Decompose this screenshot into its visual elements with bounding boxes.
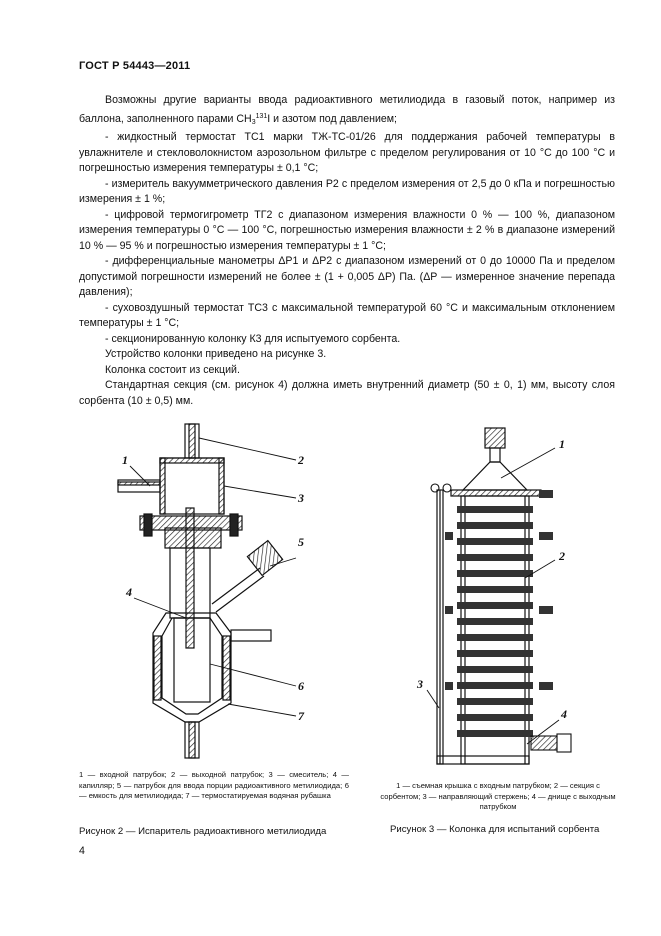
figure3-legend: 1 — съемная крышка с входным патрубком; 2 — секция с сорбентом; 3 — направляющий стержень; 4 — днище с выходным патрубком [380,781,616,811]
paragraph: - суховоздушный термостат ТС3 с максимальной температурой 60 °С и максимальным отклонением температуры ± 1 °С; [79,301,615,329]
figure2-legend: 1 — входной патрубок; 2 — выходной патрубок; 3 — смеситель; 4 — капилляр; 5 — патрубок для ввода порции радиоактивного метилиодида; 6 — емкость для метилиодида; 7 — термостатируемая водяная рубашка [79,770,349,800]
figure3-label: 3 [417,677,423,691]
paragraph: Устройство колонки приведено на рисунке 3. [105,348,327,360]
paragraph: - секционированную колонку К3 для испытуемого сорбента. [105,332,401,345]
figure2-label: 1 [122,453,128,467]
figure3-title: Рисунок 3 — Колонка для испытаний сорбента [390,824,600,835]
paragraph: - жидкостный термостат ТС1 марки ТЖ-ТС-01/26 для поддержания рабочей температуры в увлажнителе и стекловолокнистом аэрозольном фильтре с пределом регулирования от 10 °С до 100 °С и погрешностью измерения температуры ± 0,1 °С; [79,131,615,174]
document-header: ГОСТ Р 54443—2011 [79,60,191,72]
paragraph: - измеритель вакуумметрического давления Р2 с пределом измерения от 2,5 до 0 кПа и погрешностью измерения ± 1 %; [79,177,615,205]
figure3-label: 4 [561,707,567,721]
paragraph: Стандартная секция (см. рисунок 4) должна иметь внутренний диаметр (50 ± 0, 1) мм, высоту слоя сорбента (10 ± 0,5) мм. [79,379,615,407]
paragraph: - цифровой термогигрометр ТГ2 с диапазоном измерения влажности 0 % — 100 %, диапазоном измерения температуры 0 °С — 100 °С, погрешностью измерения влажности ± 2 % в диапазоне измерений 10 % — 95 % и погрешностью измерения температуры ± 1 °С; [79,208,615,252]
figure2-label: 7 [298,709,304,723]
paragraph: Колонка состоит из секций. [105,363,240,376]
evaporator-drawing [100,418,340,768]
figure2-label: 6 [298,679,304,693]
figure2-label: 4 [126,585,132,599]
figure2-label: 2 [298,453,304,467]
paragraph: - дифференциальные манометры ΔР1 и ΔР2 с диапазоном измерений от 0 до 10000 Па и пределом допустимой погрешности измерений не более ± (1 + 0,005 ΔР) Па. (ΔР — измеренное значение перепада давления); [79,255,615,298]
paragraph: Возможны другие варианты ввода радиоактивного метилиодида в газовый поток, например из баллона, заполненного парами $CH_3^{131}I$ и азотом под давлением; [79,94,615,126]
page-number: 4 [79,845,85,857]
body-text [79,93,615,409]
figure3-label: 1 [559,437,565,451]
figure2-title: Рисунок 2 — Испаритель радиоактивного метилиодида [79,826,327,837]
figure2-label: 5 [298,535,304,549]
figure3-label: 2 [559,549,565,563]
figure2-label: 3 [298,491,304,505]
column-drawing [405,418,605,778]
